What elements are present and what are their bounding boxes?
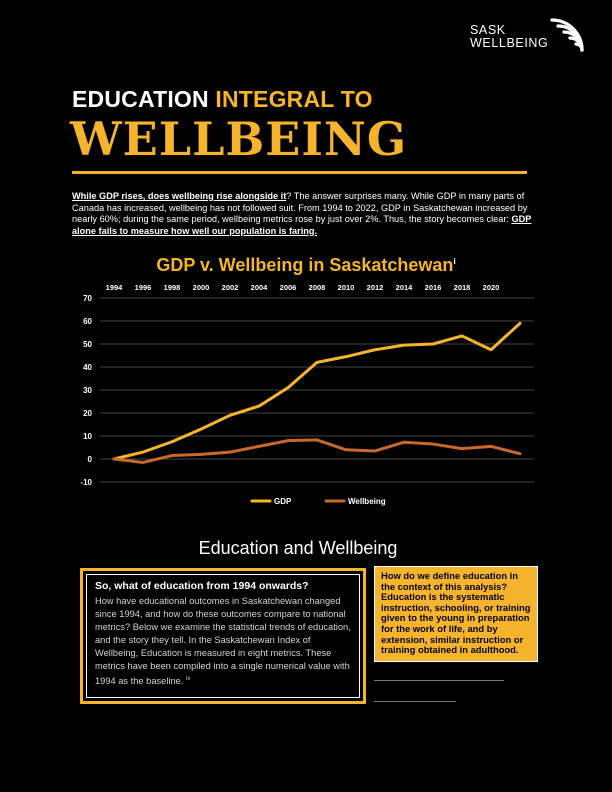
y-tick-label: 50 — [83, 340, 92, 349]
x-tick-label: 2006 — [279, 283, 297, 292]
title-white-text: EDUCATION — [72, 86, 216, 112]
chart-title-text: GDP v. Wellbeing in Saskatchewan — [156, 255, 454, 275]
x-tick-label: 2004 — [250, 283, 268, 292]
y-tick-label: 60 — [83, 317, 92, 326]
logo-line-wellbeing: WELLBEING — [470, 36, 549, 50]
y-tick-label: 20 — [83, 409, 92, 418]
x-tick-label: 2002 — [221, 283, 239, 292]
note-line-1 — [374, 680, 504, 681]
x-tick-label: 1996 — [134, 283, 152, 292]
title-yellow-text: INTEGRAL TO — [215, 86, 373, 112]
intro-emphasis: GDP alone fails to measure how well our population is faring. — [72, 214, 532, 236]
x-tick-label: 1998 — [163, 283, 181, 292]
education-question-box-inner — [86, 574, 360, 698]
x-tick-label: 2008 — [308, 283, 326, 292]
legend-label: GDP — [274, 497, 292, 506]
note-line-2 — [374, 701, 456, 702]
intro-lead: While GDP rises, does wellbeing rise alongside it — [72, 191, 287, 201]
education-question-body — [95, 595, 351, 688]
chart-title-footnote: i — [453, 257, 456, 266]
definition-heading: How do we define education in the context of this analysis? — [381, 570, 518, 592]
education-definition-box — [374, 566, 538, 662]
x-tick-label: 2016 — [424, 283, 442, 292]
intro-body: ? The answer surprises many. While GDP in many parts of Canada has increased, wellbeing has not followed suit. From 1994 to 2022, GDP in Saskatchewan increased by nearly 60%; during the same period, wellbeing metrics rose by just over 2%. Thus, the story becomes clear: — [72, 191, 528, 224]
x-tick-label: 2012 — [366, 283, 384, 292]
section-heading: Education and Wellbeing — [198, 538, 398, 558]
x-tick-label: 2018 — [453, 283, 471, 292]
y-tick-label: 30 — [83, 386, 92, 395]
legend-label: Wellbeing — [348, 497, 386, 506]
x-tick-label: 2000 — [192, 283, 210, 292]
x-tick-label: 2010 — [337, 283, 355, 292]
education-body-footnote: iv — [185, 676, 191, 682]
page-title-line2: WELLBEING — [70, 112, 408, 166]
y-tick-label: 0 — [87, 455, 92, 464]
x-tick-label: 2020 — [482, 283, 500, 292]
y-tick-label: -10 — [80, 478, 92, 487]
x-tick-label: 2014 — [395, 283, 413, 292]
y-tick-label: 70 — [83, 294, 92, 303]
education-body-text: How have educational outcomes in Saskatchewan changed since 1994, and how do these outcomes compare to national metrics? Below we examine the statistical trends of education, and the story they tell. In the Saskatchewan Index of Wellbeing, Education is measured in eight metrics. These metrics have been compiled into a single numerical value with 1994 as the baseline. — [95, 596, 351, 687]
education-question-box — [80, 568, 366, 704]
logo-line-sask: SASK — [470, 23, 506, 37]
education-question: So, what of education from 1994 onwards? — [95, 580, 309, 592]
x-tick-label: 1994 — [105, 283, 123, 292]
y-tick-label: 10 — [83, 432, 92, 441]
y-tick-label: 40 — [83, 363, 92, 372]
definition-body: Education is the systematic instruction, schooling, or training given to the young in preparation for the work of life, and by extension, similar instruction or training obtained in adulthood. — [381, 591, 531, 656]
